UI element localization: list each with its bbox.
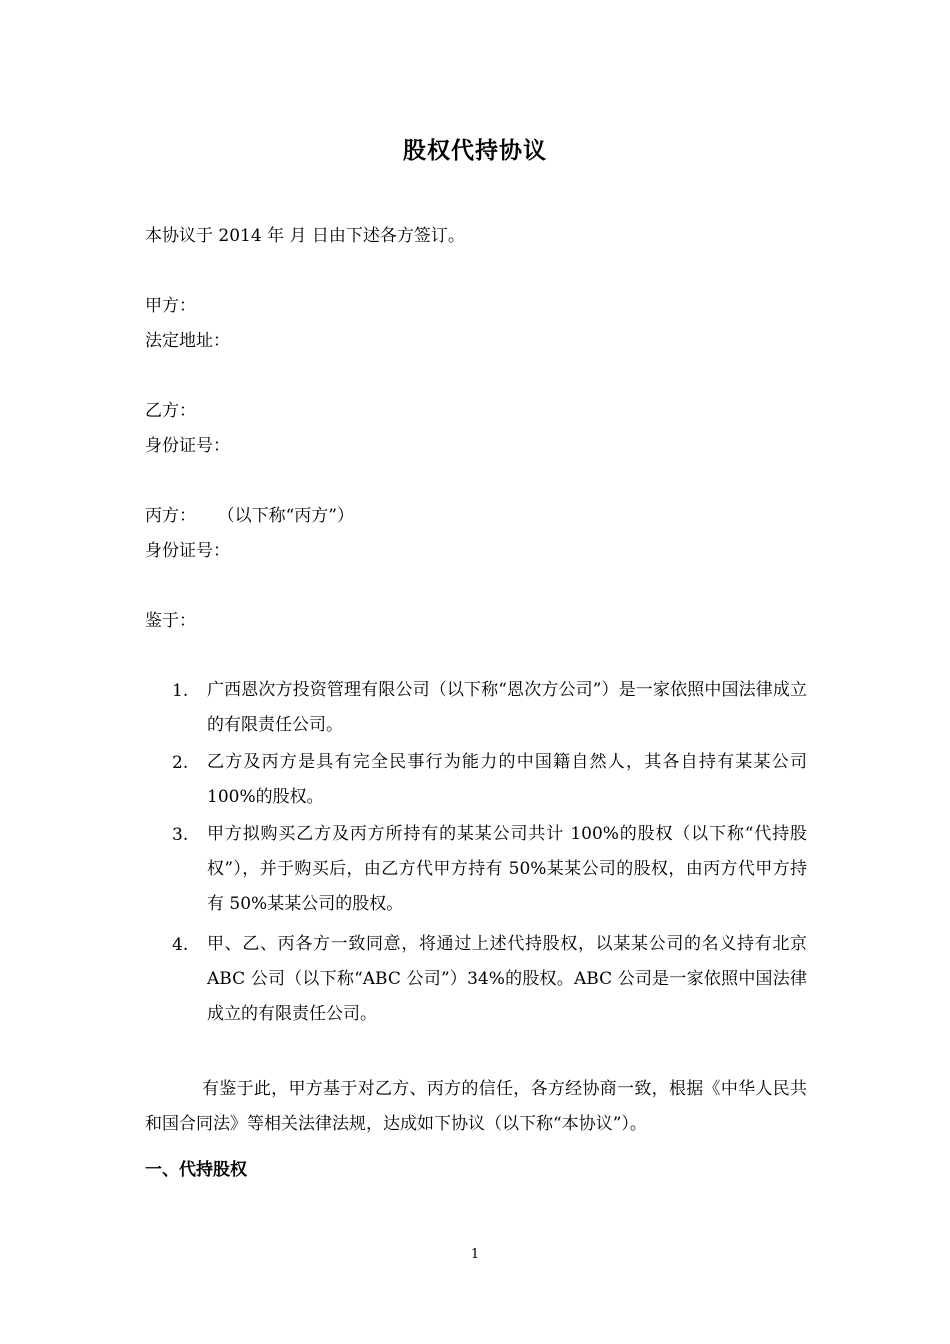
- page-number: 1: [470, 1247, 480, 1262]
- section-heading: 一、代持股权: [145, 1160, 247, 1180]
- list-item-number: 1.: [172, 681, 189, 701]
- list-item-number: 4.: [172, 935, 189, 955]
- party-c-id-label: 身份证号：: [145, 541, 230, 561]
- list-item-number: 2.: [172, 753, 189, 773]
- document-title: 股权代持协议: [403, 138, 547, 164]
- whereas-label: 鉴于：: [145, 611, 196, 631]
- list-item-text: 广西恩次方投资管理有限公司（以下称“恩次方公司”）是一家依照中国法律成立的有限责任公司。: [207, 680, 807, 735]
- party-c-label: 丙方： （以下称“丙方”）: [145, 506, 354, 526]
- intro-line: 本协议于 2014 年 月 日由下述各方签订。: [145, 226, 465, 246]
- party-a-label: 甲方：: [145, 296, 196, 316]
- party-b-id-label: 身份证号：: [145, 436, 230, 456]
- list-item-text: 甲、乙、丙各方一致同意，将通过上述代持股权，以某某公司的名义持有北京 ABC 公司（以下称“ABC 公司”）34%的股权。ABC 公司是一家依照中国法律成立的有限责任公司。: [207, 934, 807, 1024]
- list-item-text: 乙方及丙方是具有完全民事行为能力的中国籍自然人，其各自持有某某公司 100%的股权。: [207, 752, 807, 807]
- party-a-address-label: 法定地址：: [145, 331, 230, 351]
- list-item-text: 甲方拟购买乙方及丙方所持有的某某公司共计 100%的股权（以下称“代持股权”），并于购买后，由乙方代甲方持有 50%某某公司的股权，由丙方代甲方持有 50%某某公司的股权。: [207, 824, 807, 914]
- list-item-number: 3.: [172, 825, 189, 845]
- party-b-label: 乙方：: [145, 401, 196, 421]
- closing-paragraph: 有鉴于此，甲方基于对乙方、丙方的信任，各方经协商一致，根据《中华人民共和国合同法》等相关法律法规，达成如下协议（以下称“本协议”）。: [145, 1079, 807, 1134]
